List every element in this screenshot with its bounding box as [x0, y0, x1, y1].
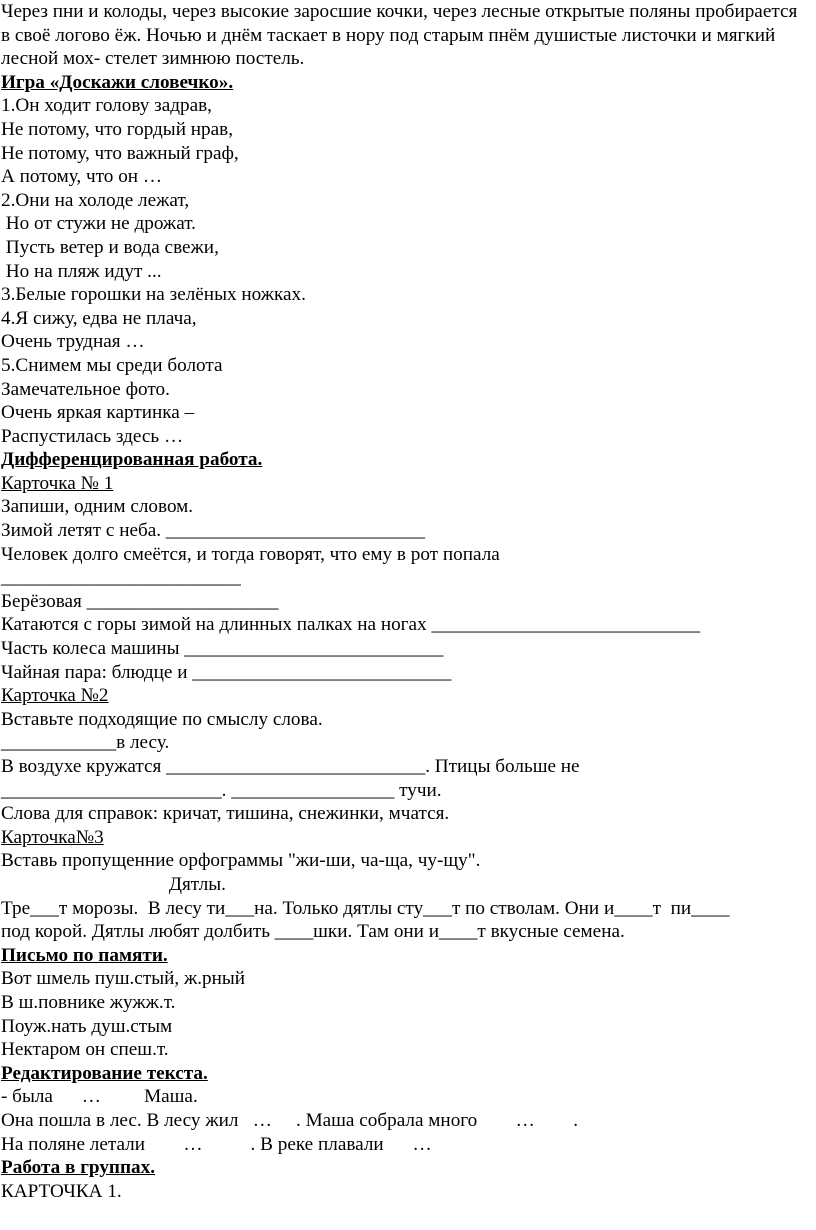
memory-line: Нектаром он спеш.т.: [1, 1039, 169, 1061]
editing-heading: Редактирование текста.: [1, 1062, 208, 1084]
card2-line: _______________________. _________________ тучи.: [1, 779, 442, 801]
riddle-line: Распустилась здесь …: [1, 425, 184, 447]
groups-heading: Работа в группах.: [1, 1157, 156, 1179]
card1-line: Катаются с горы зимой на длинных палках на ногах ____________________________: [1, 614, 701, 636]
memory-line: Вот шмель пуш.стый, ж.рный: [1, 968, 246, 990]
card2-title: Карточка №2: [1, 685, 109, 707]
memory-heading: Письмо по памяти.: [1, 944, 168, 966]
groups-line: КАРТОЧКА 1.: [1, 1180, 122, 1202]
card1-title: Карточка № 1: [1, 472, 114, 494]
card2-line: Вставьте подходящие по смыслу слова.: [1, 708, 323, 730]
editing-line: Она пошла в лес. В лесу жил … . Маша собрала много … .: [1, 1109, 579, 1131]
card2-line: ____________в лесу.: [1, 732, 170, 754]
editing-line: - была … Маша.: [1, 1086, 198, 1108]
riddle-line: 1.Он ходит голову задрав,: [1, 95, 212, 117]
card2-line: Слова для справок: кричат, тишина, снежинки, мчатся.: [1, 803, 450, 825]
card1-line: Зимой летят с неба. ___________________________: [1, 520, 425, 542]
riddle-line: 2.Они на холоде лежат,: [1, 189, 190, 211]
riddle-line: Не потому, что важный граф,: [1, 142, 239, 164]
card2-line: В воздухе кружатся ___________________________. Птицы больше не: [1, 756, 580, 777]
riddle-line: Пусть ветер и вода свежи,: [1, 236, 219, 258]
riddle-line: Очень яркая картинка –: [1, 402, 195, 424]
card3-line: Вставь пропущенние орфограммы "жи-ши, ча-ща, чу-щу".: [1, 850, 481, 872]
riddle-line: Но на пляж идут ...: [1, 260, 162, 282]
riddle-line: Замечательное фото.: [1, 378, 170, 400]
intro-paragraph: Через пни и колоды, через высокие заросшие кочки, через лесные открытые поляны пробирается в своё логово ёж. Ночью и днём таскает в нору под старым пнём душистые листочки и мягкий лесной мох- стелет зимнюю постель.: [1, 1, 798, 70]
card1-line: _________________________: [1, 567, 241, 589]
memory-line: В ш.повнике жужж.т.: [1, 991, 176, 1013]
editing-line: На поляне летали … . В реке плавали …: [1, 1133, 432, 1155]
card3-line: Дятлы.: [1, 873, 226, 895]
riddle-line: Не потому, что гордый нрав,: [1, 118, 233, 140]
memory-line: Поуж.нать душ.стым: [1, 1015, 173, 1037]
card1-line: Запиши, одним словом.: [1, 496, 194, 518]
game-heading: Игра «Доскажи словечко».: [1, 71, 234, 93]
card1-line: Часть колеса машины ___________________________: [1, 638, 444, 660]
riddle-line: 5.Снимем мы среди болота: [1, 354, 223, 376]
diff-heading: Дифференцированная работа.: [1, 449, 263, 471]
card3-line: Тре___т морозы. В лесу ти___на. Только дятлы сту___т по стволам. Они и____т пи____: [1, 897, 730, 919]
card3-title: Карточка№3: [1, 826, 104, 848]
card3-line: под корой. Дятлы любят долбить ____шки. Там они и____т вкусные семена.: [1, 921, 625, 943]
card1-line: Чайная пара: блюдце и ___________________________: [1, 661, 452, 683]
riddle-line: Очень трудная …: [1, 331, 145, 353]
riddle-line: А потому, что он …: [1, 166, 163, 188]
card1-line: Берёзовая ____________________: [1, 590, 279, 612]
riddle-line: Но от стужи не дрожат.: [1, 213, 196, 235]
card1-line: Человек долго смеётся, и тогда говорят, что ему в рот попала: [1, 543, 500, 565]
riddle-line: 4.Я сижу, едва не плача,: [1, 307, 197, 329]
document-page: [1, 0, 811, 1203]
riddle-line: 3.Белые горошки на зелёных ножках.: [1, 284, 306, 306]
